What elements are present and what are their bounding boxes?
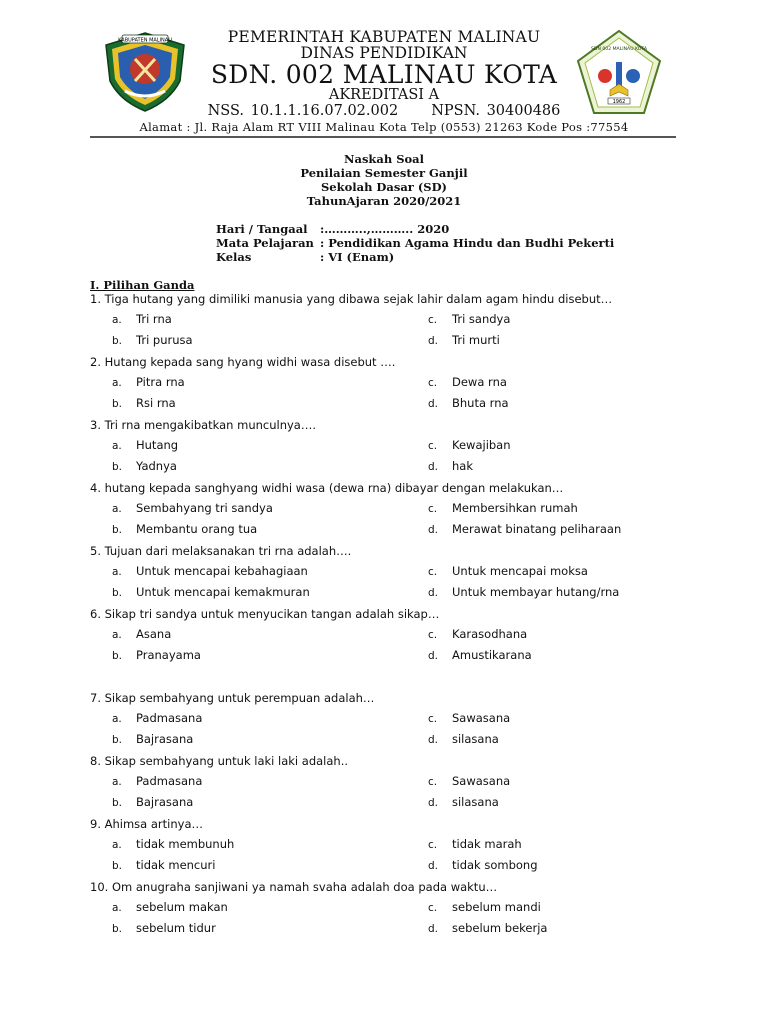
nss-npsn: NSS. 10.1.1.16.07.02.002 NPSN. 30400486 (207, 103, 561, 119)
info-label: Hari / Tangaal (216, 222, 308, 236)
answer-option (428, 900, 541, 914)
option-letter: a. (112, 566, 122, 578)
option-text: tidak membunuh (136, 837, 235, 851)
option-text: Bajrasana (136, 732, 194, 746)
option-text: tidak marah (452, 837, 522, 851)
option-letter: d. (428, 734, 439, 746)
question-text: 10. Om anugraha sanjiwani ya namah svaha adalah doa pada waktu… (90, 880, 498, 894)
info-label: Kelas (216, 250, 252, 264)
option-letter: d. (428, 461, 439, 473)
question-text: 6. Sikap tri sandya untuk menyucikan tangan adalah sikap… (90, 607, 440, 621)
answer-option (428, 732, 499, 746)
answer-option (428, 837, 522, 851)
answer-option (428, 396, 509, 410)
option-text: Sembahyang tri sandya (136, 501, 273, 515)
option-text: Bhuta rna (452, 396, 509, 410)
answer-option (112, 858, 215, 872)
right-logo-year: 1962 (612, 99, 626, 105)
answer-option (428, 333, 500, 347)
option-text: Tri purusa (136, 333, 193, 347)
option-letter: c. (428, 629, 438, 641)
option-letter: a. (112, 713, 122, 725)
option-letter: a. (112, 314, 122, 326)
option-letter: a. (112, 629, 122, 641)
option-text: Untuk membayar hutang/rna (452, 585, 620, 599)
option-letter: d. (428, 797, 439, 809)
option-letter: b. (112, 923, 123, 935)
answer-option (428, 564, 588, 578)
info-row-class (216, 250, 394, 264)
info-label: Mata Pelajaran (216, 236, 314, 250)
answer-option (428, 711, 510, 725)
option-text: Membersihkan rumah (452, 501, 578, 515)
option-text: Pranayama (136, 648, 201, 662)
answer-option (428, 501, 578, 515)
answer-option (112, 501, 273, 515)
accreditation: AKREDITASI A (328, 87, 440, 103)
answer-option (428, 627, 527, 641)
option-letter: a. (112, 377, 122, 389)
answer-option (112, 732, 193, 746)
question-text: 5. Tujuan dari melaksanakan tri rna adalah…. (90, 544, 352, 558)
answer-option (112, 522, 257, 536)
answer-option (112, 774, 202, 788)
option-text: silasana (452, 732, 499, 746)
answer-option (428, 522, 621, 536)
option-text: sebelum tidur (136, 921, 216, 935)
answer-option (428, 459, 473, 473)
option-text: Untuk mencapai moksa (452, 564, 588, 578)
option-text: tidak mencuri (136, 858, 216, 872)
answer-option (112, 900, 228, 914)
info-row-subject (216, 236, 614, 250)
option-letter: b. (112, 524, 123, 536)
answer-option (428, 375, 507, 389)
answer-option (112, 837, 234, 851)
option-letter: c. (428, 776, 438, 788)
right-logo-text: SDN 002 MALINAU KOTA (591, 47, 647, 52)
option-text: Untuk mencapai kemakmuran (136, 585, 310, 599)
option-text: sebelum bekerja (452, 921, 548, 935)
doc-title: Naskah Soal (343, 152, 425, 166)
doc-academic-year: TahunAjaran 2020/2021 (306, 194, 462, 208)
question-text: 4. hutang kepada sanghyang widhi wasa (dewa rna) dibayar dengan melakukan… (90, 481, 564, 495)
answer-option (428, 312, 510, 326)
answer-option (112, 333, 193, 347)
school-name: SDN. 002 MALINAU KOTA (210, 60, 558, 89)
info-value: :………..,……….. 2020 (320, 222, 450, 236)
question-text: 3. Tri rna mengakibatkan munculnya…. (90, 418, 317, 432)
option-text: Tri sandya (452, 312, 511, 326)
option-letter: c. (428, 314, 438, 326)
question-text: 7. Sikap sembahyang untuk perempuan adalah… (90, 691, 375, 705)
option-letter: b. (112, 650, 123, 662)
answer-option (112, 459, 177, 473)
answer-option (112, 711, 202, 725)
answer-option (428, 585, 619, 599)
option-letter: a. (112, 503, 122, 515)
option-letter: c. (428, 440, 438, 452)
option-text: Bajrasana (136, 795, 194, 809)
answer-option (112, 648, 201, 662)
question-text: 8. Sikap sembahyang untuk laki laki adalah.. (90, 754, 349, 768)
option-letter: c. (428, 902, 438, 914)
answer-option (112, 585, 310, 599)
answer-option (428, 774, 510, 788)
option-letter: d. (428, 860, 439, 872)
answer-option (428, 438, 511, 452)
option-letter: b. (112, 461, 123, 473)
option-text: Tri murti (452, 333, 500, 347)
option-letter: c. (428, 839, 438, 851)
option-text: Hutang (136, 438, 179, 452)
section-title: I. Pilihan Ganda (90, 278, 195, 292)
option-letter: d. (428, 335, 439, 347)
option-letter: b. (112, 335, 123, 347)
option-letter: d. (428, 650, 439, 662)
doc-school-level: Sekolah Dasar (SD) (320, 180, 448, 194)
option-text: tidak sombong (452, 858, 538, 872)
option-letter: c. (428, 566, 438, 578)
school-address: Alamat : Jl. Raja Alam RT VIII Malinau Kota Telp (0553) 21263 Kode Pos :77554 (139, 120, 629, 134)
answer-option (112, 921, 216, 935)
option-letter: d. (428, 923, 439, 935)
question-text: 1. Tiga hutang yang dimiliki manusia yang dibawa sejak lahir dalam agam hindu disebut… (90, 292, 613, 306)
answer-option (112, 396, 176, 410)
left-logo-text: KABUPATEN MALINAU (118, 37, 172, 44)
department-name: DINAS PENDIDIKAN (300, 44, 468, 62)
answer-option (112, 438, 178, 452)
option-letter: a. (112, 839, 122, 851)
option-text: Amustikarana (452, 648, 532, 662)
answer-option (428, 648, 532, 662)
option-text: Yadnya (136, 459, 177, 473)
option-text: Sawasana (452, 711, 511, 725)
option-text: Asana (136, 627, 172, 641)
option-letter: c. (428, 503, 438, 515)
government-name: PEMERINTAH KABUPATEN MALINAU (227, 28, 541, 46)
option-text: sebelum mandi (452, 900, 541, 914)
option-text: Sawasana (452, 774, 511, 788)
answer-option (112, 564, 308, 578)
option-letter: b. (112, 734, 123, 746)
answer-option (112, 375, 185, 389)
option-letter: a. (112, 440, 122, 452)
option-text: hak (452, 459, 473, 473)
option-text: Untuk mencapai kebahagiaan (136, 564, 308, 578)
option-text: Rsi rna (136, 396, 176, 410)
answer-option (428, 921, 547, 935)
option-text: sebelum makan (136, 900, 228, 914)
option-letter: b. (112, 398, 123, 410)
option-text: Merawat binatang peliharaan (452, 522, 622, 536)
answer-option (112, 627, 171, 641)
answer-option (112, 795, 193, 809)
doc-subtitle: Penilaian Semester Ganjil (300, 166, 468, 180)
answer-option (428, 858, 538, 872)
info-row-date (216, 222, 449, 236)
info-value: : Pendidikan Agama Hindu dan Budhi Pekerti (320, 236, 615, 250)
option-letter: c. (428, 713, 438, 725)
option-letter: a. (112, 902, 122, 914)
option-text: Tri rna (136, 312, 172, 326)
option-text: Membantu orang tua (136, 522, 258, 536)
option-letter: b. (112, 797, 123, 809)
info-value: : VI (Enam) (320, 250, 395, 264)
question-text: 9. Ahimsa artinya… (90, 817, 203, 831)
option-letter: a. (112, 776, 122, 788)
option-letter: b. (112, 860, 123, 872)
answer-option (112, 312, 172, 326)
answer-option (428, 795, 499, 809)
option-letter: d. (428, 524, 439, 536)
option-letter: d. (428, 587, 439, 599)
option-text: Karasodhana (452, 627, 528, 641)
option-letter: b. (112, 587, 123, 599)
option-text: silasana (452, 795, 499, 809)
header-divider (90, 136, 676, 138)
option-text: Dewa rna (452, 375, 507, 389)
option-text: Kewajiban (452, 438, 511, 452)
question-text: 2. Hutang kepada sang hyang widhi wasa disebut …. (90, 355, 396, 369)
option-text: Padmasana (136, 711, 203, 725)
option-text: Padmasana (136, 774, 203, 788)
option-text: Pitra rna (136, 375, 185, 389)
option-letter: c. (428, 377, 438, 389)
option-letter: d. (428, 398, 439, 410)
